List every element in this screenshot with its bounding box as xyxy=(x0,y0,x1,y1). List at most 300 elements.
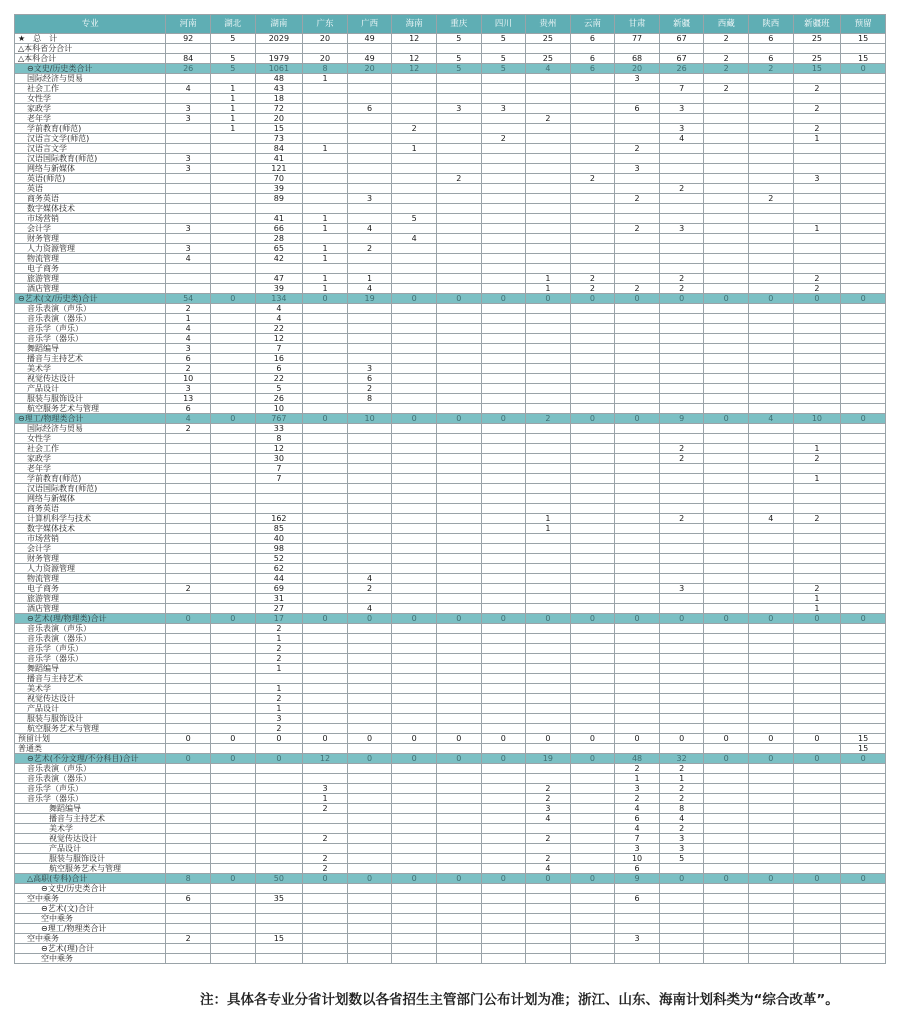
table-cell xyxy=(436,384,481,394)
table-cell: 0 xyxy=(526,874,571,884)
table-cell xyxy=(793,74,841,84)
table-cell xyxy=(841,144,886,154)
table-cell xyxy=(615,954,660,964)
table-cell xyxy=(210,624,255,634)
table-row xyxy=(15,254,886,264)
table-cell xyxy=(347,824,392,834)
table-cell xyxy=(749,794,794,804)
table-cell xyxy=(526,714,571,724)
table-cell xyxy=(526,264,571,274)
table-cell xyxy=(841,504,886,514)
table-cell: 1 xyxy=(303,794,348,804)
table-cell xyxy=(615,714,660,724)
table-cell xyxy=(793,534,841,544)
table-cell xyxy=(793,164,841,174)
table-cell: 0 xyxy=(303,614,348,624)
table-cell xyxy=(255,914,303,924)
table-row xyxy=(15,824,886,834)
table-cell xyxy=(749,884,794,894)
table-cell: 0 xyxy=(749,734,794,744)
table-cell xyxy=(436,904,481,914)
table-cell xyxy=(570,924,615,934)
row-label: 家政学 xyxy=(15,104,166,114)
table-cell xyxy=(255,744,303,754)
table-cell xyxy=(841,934,886,944)
table-cell xyxy=(526,884,571,894)
table-cell xyxy=(704,444,749,454)
table-cell xyxy=(793,944,841,954)
table-cell xyxy=(210,464,255,474)
row-label: 产品设计 xyxy=(15,704,166,714)
table-cell xyxy=(210,44,255,54)
table-cell: 4 xyxy=(526,864,571,874)
table-cell xyxy=(303,894,348,904)
table-cell xyxy=(704,364,749,374)
table-cell xyxy=(481,644,526,654)
table-cell xyxy=(436,74,481,84)
table-cell: 0 xyxy=(526,614,571,624)
table-cell xyxy=(526,104,571,114)
table-cell xyxy=(749,244,794,254)
table-cell xyxy=(166,884,211,894)
table-cell xyxy=(841,474,886,484)
table-cell: 68 xyxy=(615,54,660,64)
table-cell xyxy=(481,124,526,134)
table-cell xyxy=(749,434,794,444)
table-cell xyxy=(303,674,348,684)
table-cell xyxy=(481,364,526,374)
row-label: 舞蹈编导 xyxy=(15,664,166,674)
header-province: 广东 xyxy=(303,15,348,34)
table-cell: 0 xyxy=(841,874,886,884)
table-cell xyxy=(793,144,841,154)
table-cell xyxy=(255,834,303,844)
table-cell xyxy=(347,664,392,674)
table-cell xyxy=(526,404,571,414)
table-row xyxy=(15,104,886,114)
table-cell xyxy=(166,44,211,54)
table-cell xyxy=(392,594,437,604)
table-cell xyxy=(749,774,794,784)
table-cell xyxy=(481,94,526,104)
table-cell xyxy=(481,604,526,614)
table-row xyxy=(15,564,886,574)
table-cell: 3 xyxy=(615,74,660,84)
table-cell xyxy=(392,894,437,904)
table-cell xyxy=(436,364,481,374)
table-cell xyxy=(659,264,704,274)
table-cell xyxy=(210,674,255,684)
table-cell xyxy=(570,594,615,604)
table-cell xyxy=(347,674,392,684)
table-cell xyxy=(347,844,392,854)
header-province: 海南 xyxy=(392,15,437,34)
table-cell xyxy=(526,944,571,954)
table-cell: 2 xyxy=(659,764,704,774)
row-label: 产品设计 xyxy=(15,844,166,854)
table-cell: 0 xyxy=(436,874,481,884)
table-cell xyxy=(210,844,255,854)
table-cell xyxy=(704,884,749,894)
table-cell: 65 xyxy=(255,244,303,254)
table-cell xyxy=(210,694,255,704)
table-cell xyxy=(166,134,211,144)
table-cell xyxy=(570,914,615,924)
table-cell xyxy=(659,94,704,104)
table-cell xyxy=(303,434,348,444)
table-cell xyxy=(303,444,348,454)
table-cell xyxy=(392,484,437,494)
table-cell xyxy=(704,834,749,844)
table-cell xyxy=(436,374,481,384)
table-cell xyxy=(436,424,481,434)
row-label: 汉语言文学 xyxy=(15,144,166,154)
table-cell xyxy=(436,134,481,144)
table-cell xyxy=(436,524,481,534)
table-cell xyxy=(570,324,615,334)
table-cell xyxy=(210,504,255,514)
table-cell xyxy=(392,244,437,254)
table-cell xyxy=(166,474,211,484)
table-cell: 0 xyxy=(749,294,794,304)
table-cell xyxy=(841,554,886,564)
table-cell xyxy=(303,644,348,654)
table-cell xyxy=(749,584,794,594)
table-cell xyxy=(392,94,437,104)
table-cell: 2 xyxy=(615,224,660,234)
table-cell xyxy=(659,424,704,434)
table-row xyxy=(15,714,886,724)
table-cell xyxy=(749,784,794,794)
table-cell xyxy=(749,94,794,104)
table-cell: 0 xyxy=(347,614,392,624)
table-cell: 1 xyxy=(793,444,841,454)
table-cell xyxy=(704,284,749,294)
table-cell xyxy=(749,834,794,844)
table-cell xyxy=(704,694,749,704)
table-cell xyxy=(303,94,348,104)
table-cell xyxy=(749,124,794,134)
table-cell xyxy=(615,534,660,544)
table-cell xyxy=(210,554,255,564)
row-label: 汉语国际教育(师范) xyxy=(15,154,166,164)
table-cell: 48 xyxy=(255,74,303,84)
table-cell xyxy=(436,94,481,104)
table-cell: 0 xyxy=(793,874,841,884)
table-cell xyxy=(704,794,749,804)
table-cell: 6 xyxy=(166,404,211,414)
table-cell xyxy=(793,374,841,384)
table-cell xyxy=(793,524,841,534)
table-cell xyxy=(526,204,571,214)
table-cell xyxy=(570,854,615,864)
table-cell xyxy=(570,364,615,374)
table-cell: 0 xyxy=(793,294,841,304)
table-cell xyxy=(392,464,437,474)
table-cell xyxy=(526,644,571,654)
table-cell xyxy=(749,264,794,274)
table-cell xyxy=(526,134,571,144)
table-cell xyxy=(303,584,348,594)
table-cell xyxy=(704,454,749,464)
row-label: 美术学 xyxy=(15,364,166,374)
table-cell xyxy=(615,334,660,344)
table-cell xyxy=(392,824,437,834)
table-cell xyxy=(704,854,749,864)
table-cell xyxy=(749,354,794,364)
table-cell xyxy=(481,324,526,334)
table-cell: 9 xyxy=(659,414,704,424)
table-cell: 0 xyxy=(255,734,303,744)
table-cell xyxy=(659,194,704,204)
table-cell xyxy=(436,684,481,694)
table-cell xyxy=(749,574,794,584)
table-cell: 2 xyxy=(255,624,303,634)
table-cell xyxy=(793,484,841,494)
table-cell xyxy=(841,304,886,314)
table-cell xyxy=(615,234,660,244)
table-cell: 1 xyxy=(526,524,571,534)
table-cell xyxy=(841,634,886,644)
table-cell: 2 xyxy=(659,454,704,464)
table-cell xyxy=(481,404,526,414)
table-cell: 4 xyxy=(255,314,303,324)
table-cell xyxy=(481,434,526,444)
table-cell xyxy=(526,214,571,224)
table-cell xyxy=(481,274,526,284)
table-cell xyxy=(392,834,437,844)
table-cell xyxy=(255,944,303,954)
table-cell xyxy=(436,164,481,174)
table-cell xyxy=(255,764,303,774)
table-cell: 20 xyxy=(303,34,348,44)
table-cell xyxy=(392,504,437,514)
table-cell xyxy=(166,824,211,834)
table-cell xyxy=(481,924,526,934)
table-cell xyxy=(749,114,794,124)
table-cell xyxy=(615,434,660,444)
row-label: 播音与主持艺术 xyxy=(15,814,166,824)
table-cell xyxy=(570,474,615,484)
table-cell xyxy=(749,554,794,564)
row-label: 物流管理 xyxy=(15,574,166,584)
table-cell xyxy=(303,264,348,274)
table-cell xyxy=(793,934,841,944)
table-cell xyxy=(659,954,704,964)
table-cell xyxy=(392,934,437,944)
table-cell xyxy=(615,254,660,264)
table-cell: 3 xyxy=(481,104,526,114)
table-cell xyxy=(749,364,794,374)
row-label: 美术学 xyxy=(15,684,166,694)
table-cell: 1 xyxy=(303,284,348,294)
row-label: 服装与服饰设计 xyxy=(15,714,166,724)
table-cell xyxy=(166,494,211,504)
row-label: 财务管理 xyxy=(15,554,166,564)
table-cell xyxy=(615,624,660,634)
table-cell xyxy=(659,484,704,494)
table-row xyxy=(15,394,886,404)
table-cell: 0 xyxy=(704,294,749,304)
table-cell xyxy=(166,444,211,454)
table-cell xyxy=(570,724,615,734)
table-cell: 8 xyxy=(659,804,704,814)
table-cell xyxy=(347,484,392,494)
table-cell: 10 xyxy=(166,374,211,384)
table-cell xyxy=(526,624,571,634)
table-cell xyxy=(526,144,571,154)
table-cell xyxy=(526,364,571,374)
table-cell xyxy=(303,194,348,204)
table-cell xyxy=(704,524,749,534)
table-cell xyxy=(210,774,255,784)
table-cell xyxy=(615,264,660,274)
table-row xyxy=(15,114,886,124)
table-cell xyxy=(704,124,749,134)
table-cell xyxy=(749,324,794,334)
table-cell xyxy=(303,454,348,464)
table-cell xyxy=(303,884,348,894)
table-cell: 10 xyxy=(615,854,660,864)
table-cell xyxy=(615,214,660,224)
table-cell: 1 xyxy=(526,274,571,284)
table-cell xyxy=(347,834,392,844)
row-label: 空中乘务 xyxy=(15,954,166,964)
table-cell xyxy=(303,304,348,314)
table-cell: 0 xyxy=(704,614,749,624)
table-cell: 0 xyxy=(481,874,526,884)
table-cell xyxy=(749,314,794,324)
header-province: 湖北 xyxy=(210,15,255,34)
table-cell xyxy=(659,364,704,374)
table-cell xyxy=(841,114,886,124)
table-cell xyxy=(793,954,841,964)
table-cell: 1 xyxy=(255,704,303,714)
table-cell xyxy=(841,844,886,854)
table-cell xyxy=(392,84,437,94)
table-cell xyxy=(436,264,481,274)
table-cell xyxy=(166,864,211,874)
table-cell xyxy=(570,764,615,774)
table-cell xyxy=(615,484,660,494)
table-cell xyxy=(793,424,841,434)
table-cell xyxy=(570,154,615,164)
table-cell xyxy=(841,684,886,694)
table-cell xyxy=(255,484,303,494)
table-cell: 6 xyxy=(615,104,660,114)
table-cell xyxy=(303,904,348,914)
table-cell xyxy=(436,624,481,634)
table-cell: 0 xyxy=(615,734,660,744)
row-label: 计算机科学与技术 xyxy=(15,514,166,524)
table-cell xyxy=(749,944,794,954)
table-cell: 2 xyxy=(255,644,303,654)
table-cell xyxy=(436,394,481,404)
table-cell xyxy=(615,354,660,364)
table-cell: 15 xyxy=(255,934,303,944)
table-cell xyxy=(749,164,794,174)
table-cell: 2 xyxy=(793,124,841,134)
table-cell: 41 xyxy=(255,214,303,224)
table-cell xyxy=(436,44,481,54)
table-cell xyxy=(436,244,481,254)
table-cell xyxy=(481,234,526,244)
table-cell: 2 xyxy=(303,834,348,844)
table-cell: 3 xyxy=(166,164,211,174)
table-cell xyxy=(526,774,571,784)
table-cell: 25 xyxy=(793,34,841,44)
table-cell xyxy=(303,114,348,124)
table-row xyxy=(15,224,886,234)
table-cell xyxy=(436,774,481,784)
table-cell xyxy=(210,784,255,794)
row-label: 音乐学（器乐） xyxy=(15,794,166,804)
table-cell xyxy=(392,394,437,404)
table-row xyxy=(15,724,886,734)
header-province: 四川 xyxy=(481,15,526,34)
table-cell xyxy=(436,334,481,344)
table-cell xyxy=(704,624,749,634)
table-cell: 26 xyxy=(659,64,704,74)
table-cell xyxy=(210,804,255,814)
table-cell xyxy=(749,524,794,534)
row-label: 汉语言文学(师范) xyxy=(15,134,166,144)
table-cell xyxy=(166,284,211,294)
table-cell xyxy=(347,514,392,524)
table-cell: 18 xyxy=(255,94,303,104)
table-cell xyxy=(210,404,255,414)
table-cell: 2 xyxy=(615,194,660,204)
table-cell xyxy=(481,334,526,344)
table-cell xyxy=(570,904,615,914)
table-cell xyxy=(436,784,481,794)
table-cell xyxy=(166,484,211,494)
table-cell: 0 xyxy=(615,414,660,424)
table-cell xyxy=(210,744,255,754)
table-cell xyxy=(436,114,481,124)
table-cell xyxy=(615,114,660,124)
table-cell: 2 xyxy=(436,174,481,184)
table-cell: 2 xyxy=(615,144,660,154)
table-cell xyxy=(347,924,392,934)
table-cell xyxy=(481,854,526,864)
table-cell xyxy=(793,794,841,804)
table-cell xyxy=(749,724,794,734)
table-cell xyxy=(166,794,211,804)
table-cell: 0 xyxy=(659,874,704,884)
table-cell xyxy=(392,674,437,684)
table-cell: 48 xyxy=(615,754,660,764)
table-cell: 15 xyxy=(793,64,841,74)
table-cell xyxy=(210,334,255,344)
table-cell xyxy=(392,954,437,964)
table-cell: 2 xyxy=(793,104,841,114)
table-cell xyxy=(210,634,255,644)
table-cell xyxy=(436,654,481,664)
table-cell xyxy=(303,604,348,614)
table-cell xyxy=(749,144,794,154)
table-cell: 42 xyxy=(255,254,303,264)
table-cell xyxy=(392,844,437,854)
table-cell xyxy=(392,364,437,374)
table-cell: 0 xyxy=(841,64,886,74)
table-cell xyxy=(704,94,749,104)
table-cell: 2 xyxy=(166,304,211,314)
table-cell xyxy=(704,394,749,404)
table-cell xyxy=(749,304,794,314)
table-cell: 4 xyxy=(166,414,211,424)
table-cell xyxy=(570,784,615,794)
